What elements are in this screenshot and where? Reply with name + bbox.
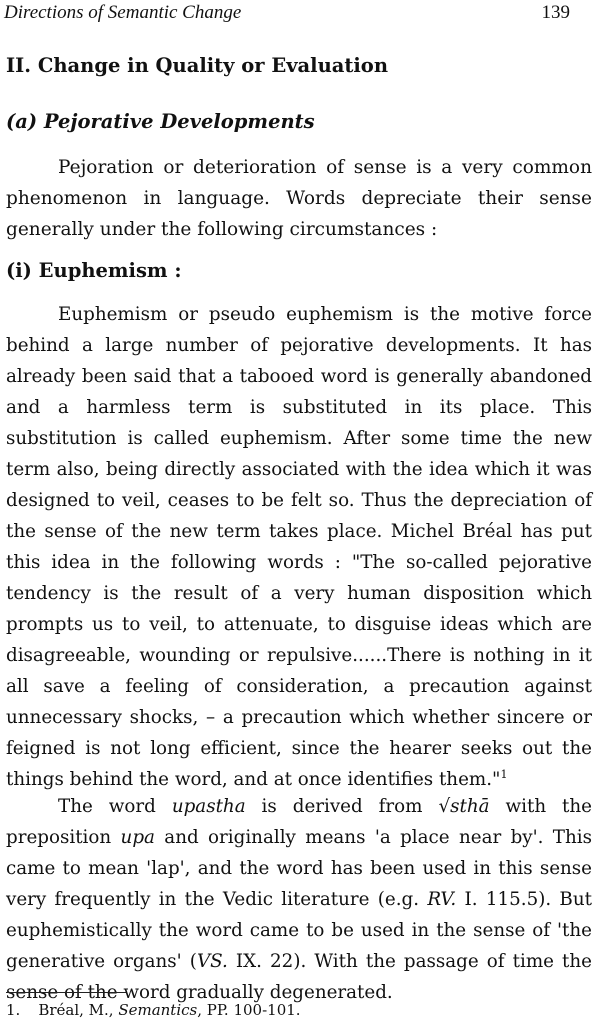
upastha-text-2: is derived from √	[245, 796, 451, 817]
euphemism-paragraph-text: Euphemism or pseudo euphemism is the motive force behind a large number of pejorative developments. It has already been said that a tabooed word is generally abandoned and a harmless term is substituted in its place. This substitution is called euphemism. After some time the new term also, being directly associated with the idea which it was designed to veil, ceases to be felt so. Thus the depreciation of the sense of the new term takes place. Michel Bréal has put this idea in the following words : "The so-called pejorative tendency is the result of a very human disposition which prompts us to veil, to attenuate, to disguise ideas which are disagreeable, wounding or repulsive......There is nothing in it all save a feeling of consideration, a precaution against unnecessary shocks, – a precaution which whether sincere or feigned is not long efficient, since the hearer seeks out the things behind the word, and at once identifies them."	[6, 304, 592, 790]
running-title: Directions of Semantic Change	[4, 2, 242, 23]
running-head	[4, 2, 596, 28]
intro-paragraph: Pejoration or deterioration of sense is a very common phenomenon in language. Words depreciate their sense generally under the following circumstances :	[6, 157, 592, 240]
upastha-paragraph	[6, 791, 592, 1008]
footnote-work: Semantics	[118, 1001, 198, 1019]
root-sthaa: sthā	[450, 796, 490, 817]
footnote-rule	[6, 992, 126, 993]
footnote-author: Bréal, M.,	[38, 1001, 119, 1019]
citation-rv: RV.	[427, 889, 457, 910]
page-number: 139	[541, 2, 570, 23]
footnote-pages: , PP. 100-101.	[197, 1001, 301, 1019]
upastha-text-3: with the preposition	[6, 796, 592, 848]
preposition-upa: upa	[120, 827, 155, 848]
footnote-number: 1.	[6, 1001, 21, 1019]
upastha-text-4: and originally means 'a place near by'. This came to mean 'lap', and the word has been used in this sense very frequently in the Vedic literature (e.g.	[6, 827, 593, 910]
sub-heading: (a) Pejorative Developments	[6, 110, 315, 133]
section-heading: II. Change in Quality or Evaluation	[6, 54, 388, 77]
footnote-reference: 1	[500, 767, 508, 781]
citation-vs: VS.	[196, 951, 228, 972]
sub-sub-heading: (i) Euphemism :	[6, 259, 182, 282]
euphemism-paragraph	[6, 299, 592, 795]
footnote	[6, 1000, 301, 1020]
upastha-text-6: IX. 22). With the passage of time the sense of the word gradually degenerated.	[6, 951, 593, 1003]
upastha-term: upastha	[171, 796, 246, 817]
upastha-text-1: The word	[58, 796, 172, 817]
upastha-text-5: I. 115.5). But euphemistically the word came to be used in the sense of 'the generative organs' (	[6, 889, 592, 972]
